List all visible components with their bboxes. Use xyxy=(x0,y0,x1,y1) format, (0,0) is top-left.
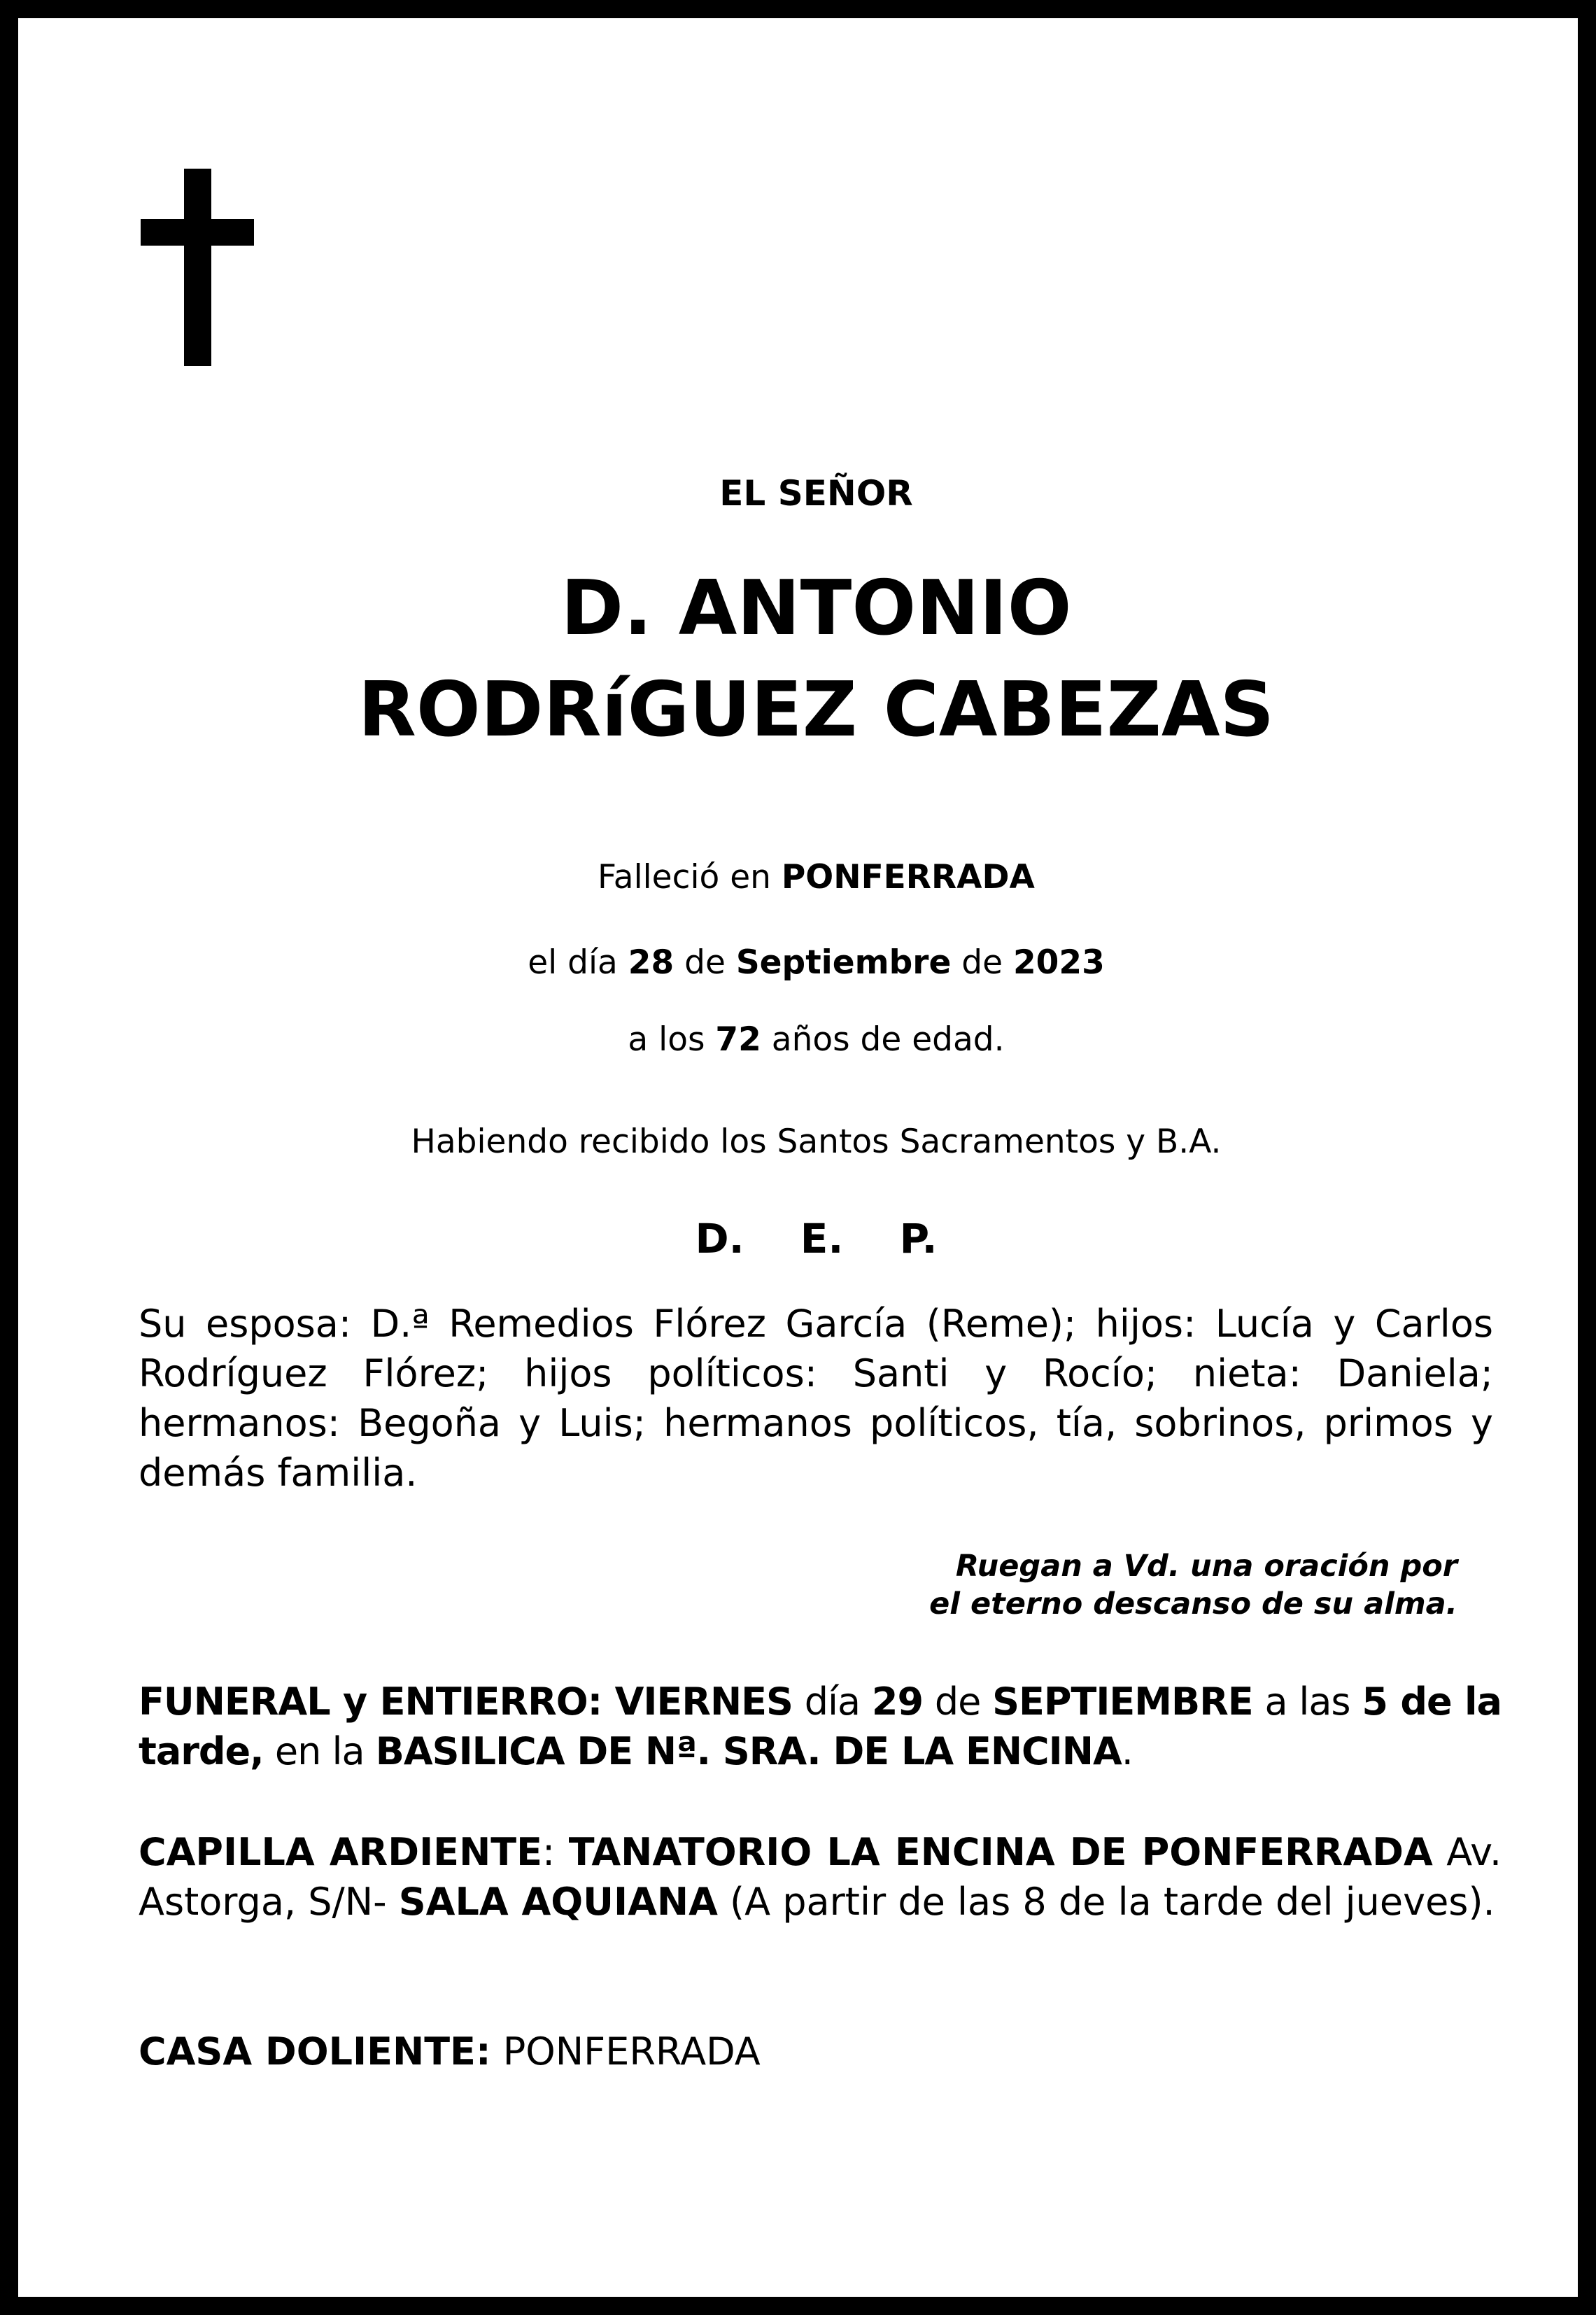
chapel-room: SALA AQUIANA xyxy=(398,1880,718,1924)
chapel-info: CAPILLA ARDIENTE: TANATORIO LA ENCINA DE PONFERRADA Av. Astorga, S/N- SALA AQUIANA (A partir de las 8 de la tarde del jueves). xyxy=(139,1830,1502,1924)
sacraments-text: Habiendo recibido los Santos Sacramentos y B.A. xyxy=(411,1123,1222,1161)
prayer-text: Ruegan a Vd. una oración por el eterno descanso de su alma. xyxy=(929,1549,1457,1621)
funeral-place: BASILICA DE Nª. SRA. DE LA ENCINA xyxy=(375,1729,1122,1773)
chapel-label: CAPILLA ARDIENTE xyxy=(139,1830,542,1874)
death-age: a los 72 años de edad. xyxy=(628,1020,1005,1059)
cross-icon xyxy=(141,169,254,366)
death-date: el día 28 de Septiembre de 2023 xyxy=(528,943,1105,982)
mourning-house: CASA DOLIENTE: PONFERRADA xyxy=(139,2029,761,2074)
chapel-place: TANATORIO LA ENCINA DE PONFERRADA xyxy=(568,1830,1433,1874)
family-text: Su esposa: D.ª Remedios Flórez García (Reme); hijos: Lucía y Carlos Rodríguez Flórez; hijos políticos: Santi y Rocío; nieta: Daniela; hermanos: Begoña y Luis; hermanos políticos, tía, sobrinos, primos y demás familia. xyxy=(139,1302,1493,1495)
death-year: 2023 xyxy=(1012,943,1105,982)
death-place-value: PONFERRADA xyxy=(781,858,1035,896)
death-day: 28 xyxy=(628,943,675,982)
death-place: Falleció en PONFERRADA xyxy=(598,858,1035,896)
header-label: EL SEÑOR xyxy=(719,473,913,514)
death-month: Septiembre xyxy=(735,943,952,982)
funeral-info: FUNERAL y ENTIERRO: VIERNES día 29 de SEPTIEMBRE a las 5 de la tarde, en la BASILICA DE Nª. SRA. DE LA ENCINA. xyxy=(139,1680,1502,1773)
home-label: CASA DOLIENTE: xyxy=(139,2029,491,2074)
deceased-name-line2: RODRíGUEZ CABEZAS xyxy=(358,666,1275,754)
deceased-name-line1: D. ANTONIO xyxy=(560,565,1072,652)
funeral-label: FUNERAL y ENTIERRO: VIERNES xyxy=(139,1680,793,1724)
age-value: 72 xyxy=(715,1020,761,1059)
dep-heading: D. E. P. xyxy=(695,1215,938,1262)
